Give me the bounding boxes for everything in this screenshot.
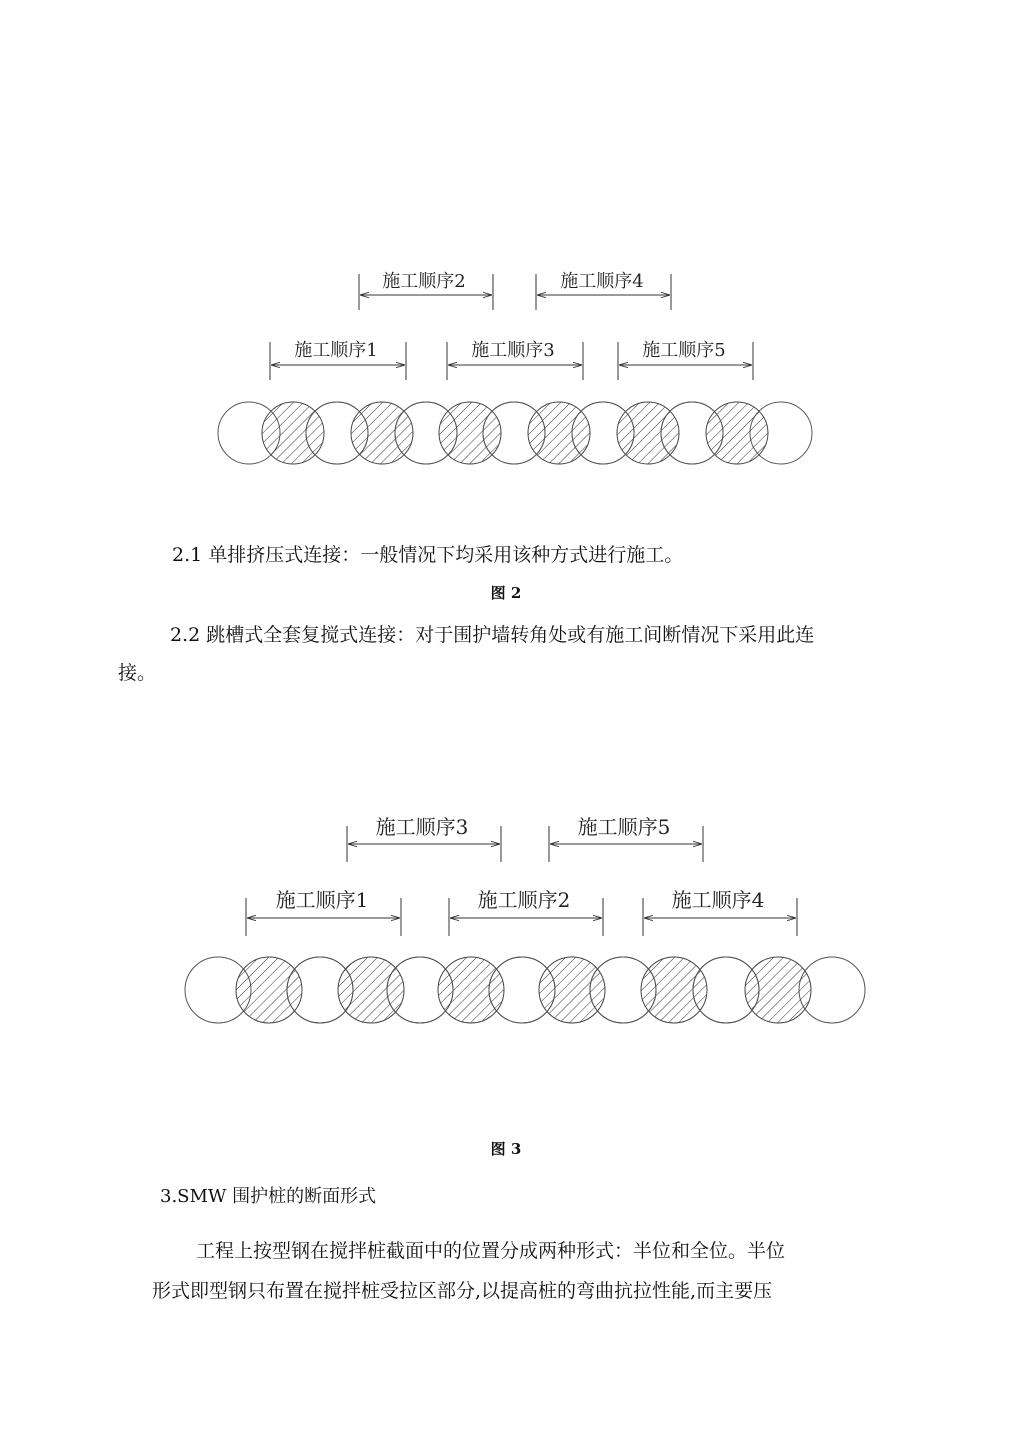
- pile-row-3: [185, 957, 865, 1023]
- dim-top-2: [549, 815, 703, 862]
- dim-label-top-1: 施工顺序3: [375, 815, 469, 839]
- figure-2-caption: 图 2: [490, 584, 522, 602]
- figure-3-caption: 图 3: [490, 1140, 522, 1158]
- dim-label-bottom-2: 施工顺序2: [477, 888, 571, 912]
- paragraph-3-line1: 工程上按型钢在搅拌桩截面中的位置分成两种形式：半位和全位。半位: [196, 1240, 786, 1262]
- dim-label-bottom-3: 施工顺序5: [642, 340, 726, 361]
- dim-bottom-2: [447, 340, 583, 380]
- pile-hatched: [236, 957, 302, 1023]
- pile-hatched: [338, 957, 404, 1023]
- pile-hatched: [706, 402, 768, 464]
- dim-label-bottom-3: 施工顺序4: [671, 888, 765, 912]
- dim-label-top-2: 施工顺序5: [577, 815, 671, 839]
- dim-bottom-3: [618, 340, 753, 380]
- dim-bottom-3: [643, 888, 797, 936]
- dim-bottom-1: [246, 888, 401, 936]
- dim-label-bottom-1: 施工顺序1: [275, 888, 369, 912]
- paragraph-3-line2: 形式即型钢只布置在搅拌桩受拉区部分,以提高桩的弯曲抗拉性能,而主要压: [152, 1280, 773, 1302]
- dim-label-bottom-2: 施工顺序3: [471, 340, 555, 361]
- paragraph-2-2-line2: 接。: [118, 662, 157, 684]
- pile-hatched: [438, 957, 504, 1023]
- figure-2-diagram: [0, 250, 1012, 480]
- figure-3: [0, 800, 1012, 1040]
- dim-label-top-1: 施工顺序2: [382, 271, 466, 292]
- dim-top-1: [347, 815, 501, 862]
- dim-top-2: [536, 271, 671, 310]
- paragraph-2-1: 2.1 单排挤压式连接：一般情况下均采用该种方式进行施工。: [172, 544, 684, 566]
- pile-row-2: [218, 402, 812, 464]
- paragraph-2-2-line1: 2.2 跳槽式全套复搅式连接：对于围护墙转角处或有施工间断情况下采用此连: [170, 624, 815, 646]
- dim-top-1: [359, 271, 493, 310]
- pile-hatched: [641, 957, 707, 1023]
- dim-bottom-1: [270, 340, 406, 380]
- dim-label-bottom-1: 施工顺序1: [294, 340, 378, 361]
- figure-2: [0, 250, 1012, 480]
- figure-3-diagram: [0, 800, 1012, 1040]
- dim-bottom-2: [449, 888, 603, 936]
- section-heading-3: 3.SMW 围护桩的断面形式: [160, 1186, 377, 1207]
- dim-label-top-2: 施工顺序4: [560, 271, 644, 292]
- pile-hatched: [745, 957, 811, 1023]
- pile-hatched: [539, 957, 605, 1023]
